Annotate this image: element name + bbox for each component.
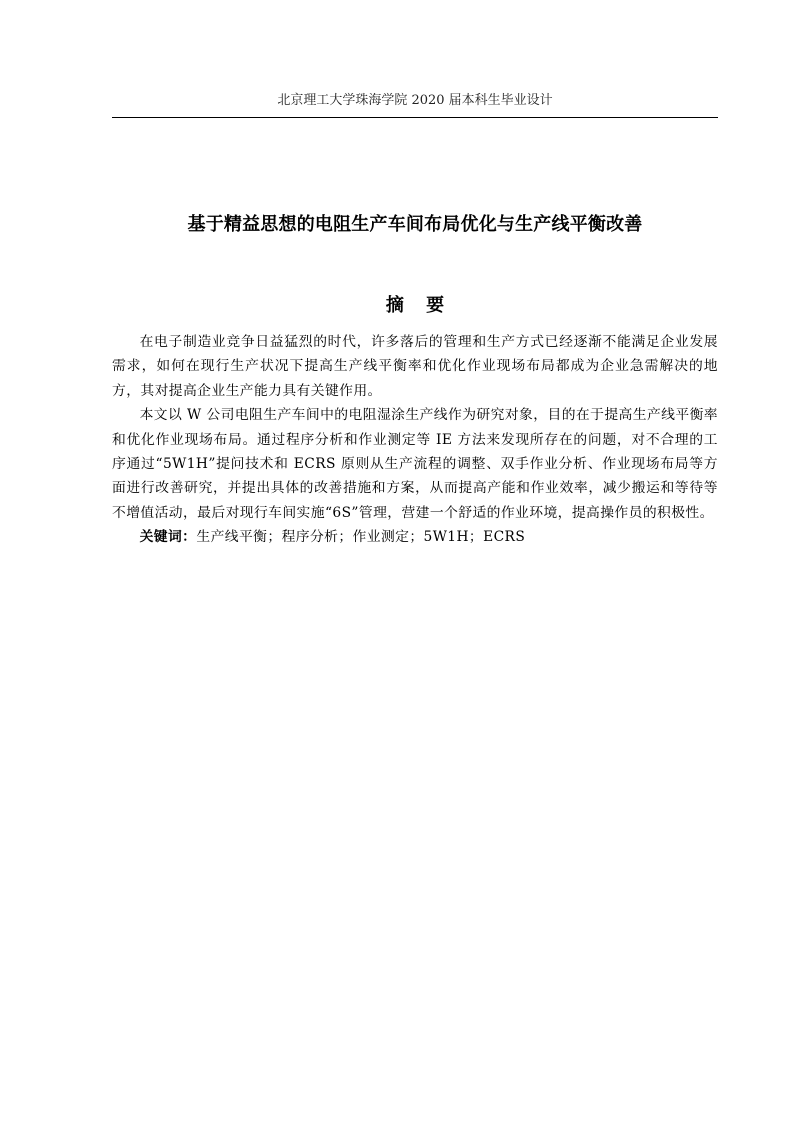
abstract-heading: 摘 要 — [385, 295, 453, 316]
abstract-paragraph-2: 本文以 W 公司电阻生产车间中的电阻湿涂生产线作为研究对象，目的在于提高生产线平衡率和优化作业现场布局。通过程序分析和作业测定等 IE 方法来发现所存在的问题，对不合理的工序通过“5W1H”提问技术和 ECRS 原则从生产流程的调整、双手作业分析、作业现场布局等方面进行改善研究，并提出具体的改善措施和方案，从而提高产能和作业效率，减少搬运和等待等不增值活动，最后对现行车间实施“6S”管理，营建一个舒适的作业环境，提高操作员的积极性。 — [112, 407, 718, 521]
header-divider — [112, 117, 718, 118]
keywords-list: 生产线平衡；程序分析；作业测定；5W1H；ECRS — [196, 529, 526, 546]
abstract-body — [112, 330, 718, 550]
thesis-title: 基于精益思想的电阻生产车间布局优化与生产线平衡改善 — [187, 214, 643, 235]
abstract-paragraph-1: 在电子制造业竞争日益猛烈的时代，许多落后的管理和生产方式已经逐渐不能满足企业发展需求，如何在现行生产状况下提高生产线平衡率和优化作业现场布局都成为企业急需解决的地方，其对提高企业生产能力具有关键作用。 — [112, 334, 718, 399]
keywords-line — [112, 525, 718, 549]
running-header: 北京理工大学珠海学院 2020 届本科生毕业设计 — [277, 93, 553, 108]
keywords-label: 关键词： — [139, 529, 197, 546]
